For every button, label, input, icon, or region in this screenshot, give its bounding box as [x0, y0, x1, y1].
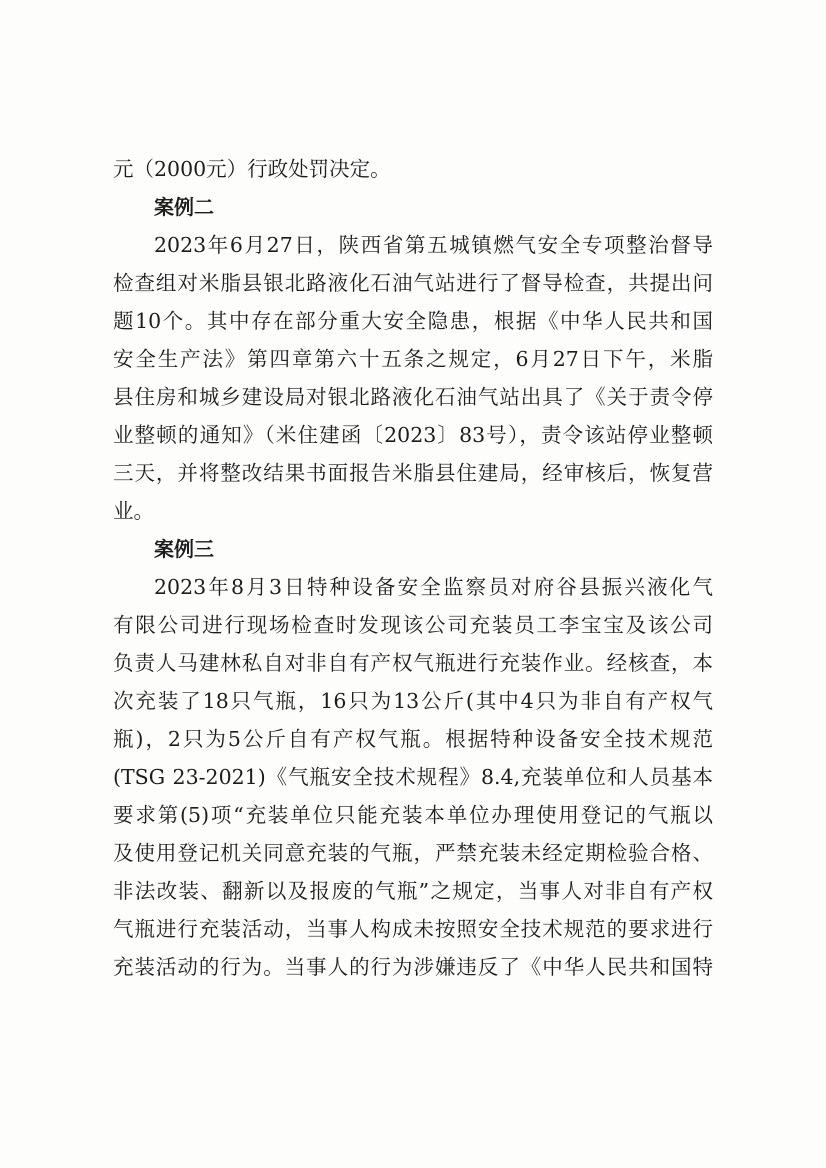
text-line: 有限公司进行现场检查时发现该公司充装员工李宝宝及该公司	[113, 613, 713, 637]
text-line: 业。	[113, 499, 154, 523]
text-line: 2023年6月27日，陕西省第五城镇燃气安全专项整治督导	[154, 233, 713, 257]
text-line: 非法改装、翻新以及报废的气瓶”之规定，当事人对非自有产权	[113, 879, 713, 903]
text-line: 三天，并将整改结果书面报告米脂县住建局，经审核后，恢复营	[113, 461, 713, 485]
text-line: 气瓶进行充装活动，当事人构成未按照安全技术规范的要求进行	[113, 917, 713, 941]
text-line: (TSG 23-2021)《气瓶安全技术规程》8.4,充装单位和人员基本	[113, 765, 713, 789]
document-body	[113, 150, 713, 986]
text-line: 瓶)，2只为5公斤自有产权气瓶。根据特种设备安全技术规范	[113, 727, 713, 751]
text-line: 业整顿的通知》（米住建函〔2023〕83号），责令该站停业整顿	[113, 423, 713, 447]
text-line: 检查组对米脂县银北路液化石油气站进行了督导检查，共提出问	[113, 271, 713, 295]
text-line: 负责人马建林私自对非自有产权气瓶进行充装作业。经核查，本	[113, 651, 713, 675]
section-heading-case-2: 案例二	[154, 195, 214, 219]
text-line: 及使用登记机关同意充装的气瓶，严禁充装未经定期检验合格、	[113, 841, 713, 865]
text-line: 次充装了18只气瓶，16只为13公斤(其中4只为非自有产权气	[113, 689, 713, 713]
section-heading-case-3: 案例三	[154, 537, 214, 561]
text-line: 县住房和城乡建设局对银北路液化石油气站出具了《关于责令停	[113, 385, 713, 409]
text-line: 安全生产法》第四章第六十五条之规定，6月27日下午，米脂	[113, 347, 713, 371]
text-line: 题10个。其中存在部分重大安全隐患，根据《中华人民共和国	[113, 309, 713, 333]
text-line: 元（2000元）行政处罚决定。	[113, 157, 391, 181]
text-line: 2023年8月3日特种设备安全监察员对府谷县振兴液化气	[154, 575, 713, 599]
text-line: 充装活动的行为。当事人的行为涉嫌违反了《中华人民共和国特	[113, 955, 713, 979]
text-line: 要求第(5)项“充装单位只能充装本单位办理使用登记的气瓶以	[113, 803, 713, 827]
